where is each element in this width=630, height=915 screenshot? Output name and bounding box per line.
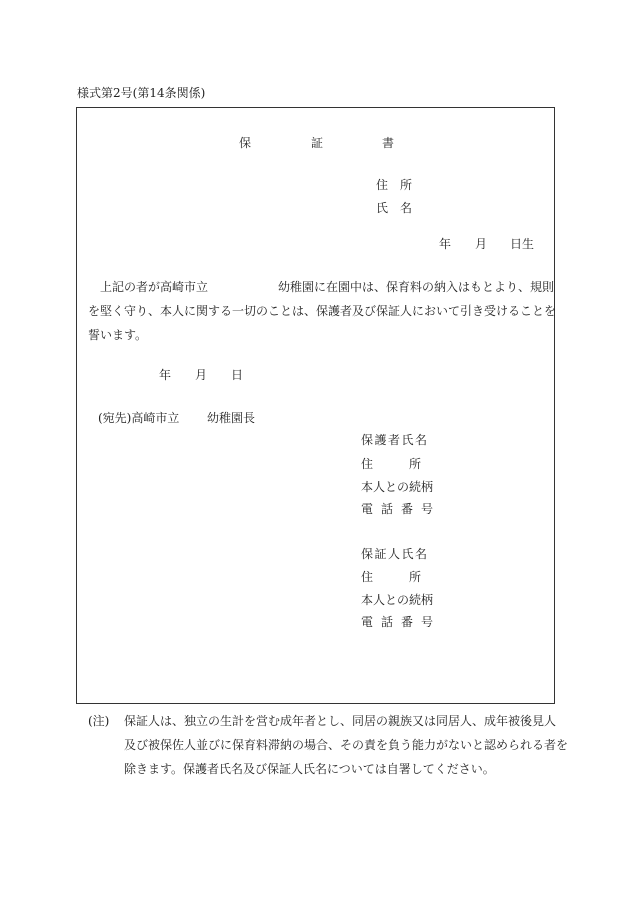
guardian-phone-label: 電話番号	[361, 502, 442, 516]
body-line-1b: 幼稚園に在園中は、保育料の納入はもとより、規則	[278, 280, 555, 294]
guardian-name-label: 保護者氏名	[361, 433, 429, 447]
note-line-2: 及び被保佐人並びに保育料滞納の場合、その責を負う能力がないと認められる者を	[124, 738, 569, 752]
date-year-label: 年	[159, 368, 172, 382]
birth-year-label: 年	[439, 237, 452, 251]
guardian-address-label: 住 所	[361, 457, 422, 471]
addressee-prefix: (宛先)高崎市立	[98, 411, 180, 425]
body-line-1a: 上記の者が高崎市立	[100, 280, 209, 294]
note-line-3: 除きます。保護者氏名及び保証人氏名については自署してください。	[124, 762, 495, 776]
guarantor-relation-label: 本人との続柄	[361, 593, 434, 607]
note-line-1: 保証人は、独立の生計を営む成年者とし、同居の親族又は同居人、成年被後見人	[124, 714, 557, 728]
title-char-1: 保	[239, 136, 252, 150]
body-line-2: を堅く守り、本人に関する一切のことは、保護者及び保証人において引き受けることを	[88, 304, 557, 318]
principal-address-label: 住 所	[376, 178, 413, 192]
guarantor-phone-label: 電話番号	[361, 615, 442, 629]
date-day-label: 日	[231, 368, 244, 382]
principal-name-label: 氏 名	[376, 201, 413, 215]
form-number: 様式第2号(第14条関係)	[77, 86, 206, 100]
date-month-label: 月	[195, 368, 208, 382]
title-char-3: 書	[382, 136, 395, 150]
birth-month-label: 月	[475, 237, 488, 251]
title-char-2: 証	[311, 136, 324, 150]
guarantee-form-frame	[76, 107, 555, 704]
guarantor-name-label: 保証人氏名	[361, 547, 429, 561]
body-line-3: 誓います。	[88, 328, 148, 342]
addressee-suffix: 幼稚園長	[207, 411, 256, 425]
birth-day-label: 日生	[510, 237, 535, 251]
note-marker: (注)	[88, 714, 110, 728]
guarantor-address-label: 住 所	[361, 570, 422, 584]
guardian-relation-label: 本人との続柄	[361, 480, 434, 494]
